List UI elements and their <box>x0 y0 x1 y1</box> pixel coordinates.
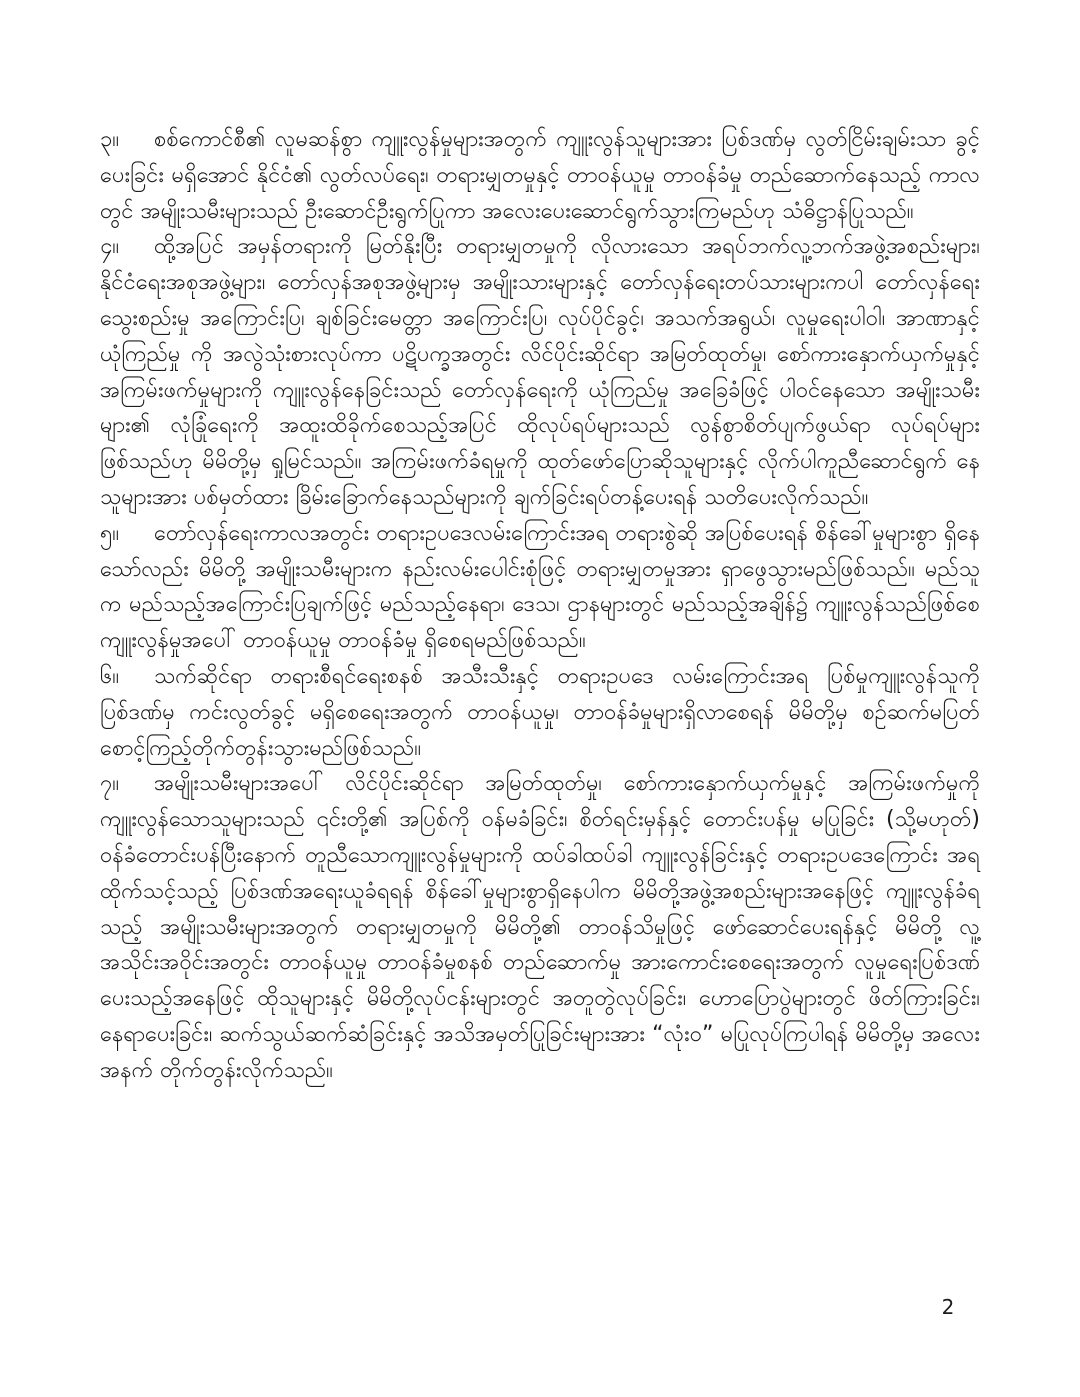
paragraph-7-number: ၇။ <box>100 771 120 797</box>
paragraph-3 <box>100 122 980 229</box>
document-body <box>100 122 980 1089</box>
paragraph-4-number: ၄။ <box>100 234 120 260</box>
paragraph-4 <box>100 229 980 515</box>
paragraph-6 <box>100 659 980 766</box>
paragraph-5-text: တော်လှန်ရေးကာလအတွင်း တရားဥပဒေလမ်းကြောင်းအရ တရားစွဲဆို အပြစ်ပေးရန် စိန်ခေါ်မှုများစွာ ရှိနေသော်လည်း မိမိတို့ အမျိုးသမီးများက နည်းလမ်းပေါင်းစုံဖြင့် တရားမျှတမှုအား ရှာဖွေသွားမည်ဖြစ်သည်။ မည်သူက မည်သည့်အကြောင်းပြချက်ဖြင့် မည်သည့်နေရာ၊ ဒေသ၊ ဌာနများတွင် မည်သည့်အချိန်၌ ကျူးလွန်သည်ဖြစ်စေ ကျူးလွန်မှုအပေါ် တာဝန်ယူမှု တာဝန်ခံမှု ရှိစေရမည်ဖြစ်သည်။ <box>100 520 980 654</box>
paragraph-4-text: ထို့အပြင် အမှန်တရားကို မြတ်နိုးပြီး တရားမျှတမှုကို လိုလားသော အရပ်ဘက်လူ့ဘက်အဖွဲ့အစည်းများ၊ နိုင်ငံရေးအစုအဖွဲ့များ၊ တော်လှန်အစုအဖွဲ့များမှ အမျိုးသားများနှင့် တော်လှန်ရေးတပ်သားများကပါ တော်လှန်ရေးသွေးစည်းမှု အကြောင်းပြ၊ ချစ်ခြင်းမေတ္တာ အကြောင်းပြ၊ လုပ်ပိုင်ခွင့်၊ အသက်အရွယ်၊ လူမှုရေးပါဝါ၊ အာဏာနှင့် ယုံကြည်မှု ကို အလွဲသုံးစားလုပ်ကာ ပဋိပက္ခအတွင်း လိင်ပိုင်းဆိုင်ရာ အမြတ်ထုတ်မှု၊ စော်ကားနှောက်ယှက်မှုနှင့် အကြမ်းဖက်မှုများကို ကျူးလွန်နေခြင်းသည် တော်လှန်ရေးကို ယုံကြည်မှု အခြေခံဖြင့် ပါဝင်နေသော အမျိုးသမီး များ၏ လုံခြုံရေးကို အထူးထိခိုက်စေသည့်အပြင် ထိုလုပ်ရပ်များသည် လွန်စွာစိတ်ပျက်ဖွယ်ရာ လုပ်ရပ်များ ဖြစ်သည်ဟု မိမိတို့မှ ရှုမြင်သည်။ အကြမ်းဖက်ခံရမှုကို ထုတ်ဖော်ပြောဆိုသူများနှင့် လိုက်ပါကူညီဆောင်ရွက် နေသူများအား ပစ်မှတ်ထား ခြိမ်းခြောက်နေသည်များကို ချက်ခြင်းရပ်တန့်ပေးရန် သတိပေးလိုက်သည်။ <box>100 234 980 510</box>
paragraph-7 <box>100 766 980 1088</box>
paragraph-6-number: ၆။ <box>100 663 120 689</box>
paragraph-5 <box>100 516 980 659</box>
paragraph-6-text: သက်ဆိုင်ရာ တရားစီရင်ရေးစနစ် အသီးသီးနှင့် တရားဥပဒေ လမ်းကြောင်းအရ ပြစ်မှုကျူးလွန်သူကို ပြစ်ဒဏ်မှ ကင်းလွတ်ခွင့် မရှိစေရေးအတွက် တာဝန်ယူမှု၊ တာဝန်ခံမှုများရှိလာစေရန် မိမိတို့မှ စဉ်ဆက်မပြတ် စောင့်ကြည့်တိုက်တွန်းသွားမည်ဖြစ်သည်။ <box>100 663 980 761</box>
paragraph-7-text: အမျိုးသမီးများအပေါ် လိင်ပိုင်းဆိုင်ရာ အမြတ်ထုတ်မှု၊ စော်ကားနှောက်ယှက်မှုနှင့် အကြမ်းဖက်မှုကို ကျူးလွန်သောသူများသည် ၎င်းတို့၏ အပြစ်ကို ဝန်မခံခြင်း၊ စိတ်ရင်းမှန်နှင့် တောင်းပန်မှု မပြုခြင်း (သို့မဟုတ်) ဝန်ခံတောင်းပန်ပြီးနောက် တူညီသောကျူးလွန်မှုများကို ထပ်ခါထပ်ခါ ကျူးလွန်ခြင်းနှင့် တရားဥပဒေကြောင်း အရ ထိုက်သင့်သည့် ပြစ်ဒဏ်အရေးယူခံရရန် စိန်ခေါ်မှုများစွာရှိနေပါက မိမိတို့အဖွဲ့အစည်းများအနေဖြင့် ကျူးလွန်ခံရသည့် အမျိုးသမီးများအတွက် တရားမျှတမှုကို မိမိတို့၏ တာဝန်သိမှုဖြင့် ဖော်ဆောင်ပေးရန်နှင့် မိမိတို့ လူ့အသိုင်းအဝိုင်းအတွင်း တာဝန်ယူမှု တာဝန်ခံမှုစနစ် တည်ဆောက်မှု အားကောင်းစေရေးအတွက် လူမှုရေးပြစ်ဒဏ်ပေးသည့်အနေဖြင့် ထိုသူများနှင့် မိမိတို့လုပ်ငန်းများတွင် အတူတွဲလုပ်ခြင်း၊ ဟောပြောပွဲများတွင် ဖိတ်ကြားခြင်း၊ နေရာပေးခြင်း၊ ဆက်သွယ်ဆက်ဆံခြင်းနှင့် အသိအမှတ်ပြုခြင်းများအား “လုံးဝ” မပြုလုပ်ကြပါရန် မိမိတို့မှ အလေးအနက် တိုက်တွန်းလိုက်သည်။ <box>100 771 980 1083</box>
page-number: 2 <box>941 1295 955 1319</box>
paragraph-5-number: ၅။ <box>100 520 120 546</box>
paragraph-3-number: ၃။ <box>100 127 120 152</box>
paragraph-3-text: စစ်ကောင်စီ၏ လူမဆန်စွာ ကျူးလွန်မှုများအတွက် ကျူးလွန်သူများအား ပြစ်ဒဏ်မှ လွတ်ငြိမ်းချမ်းသာ ခွင့်ပေးခြင်း မရှိအောင် နိုင်ငံ၏ လွတ်လပ်ရေး၊ တရားမျှတမှုနှင့် တာဝန်ယူမှု တာဝန်ခံမှု တည်ဆောက်နေသည့် ကာလတွင် အမျိုးသမီးများသည် ဦးဆောင်ဦးရွက်ပြုကာ အလေးပေးဆောင်ရွက်သွားကြမည်ဟု သံဓိဋ္ဌာန်ပြုသည်။ <box>100 127 980 224</box>
